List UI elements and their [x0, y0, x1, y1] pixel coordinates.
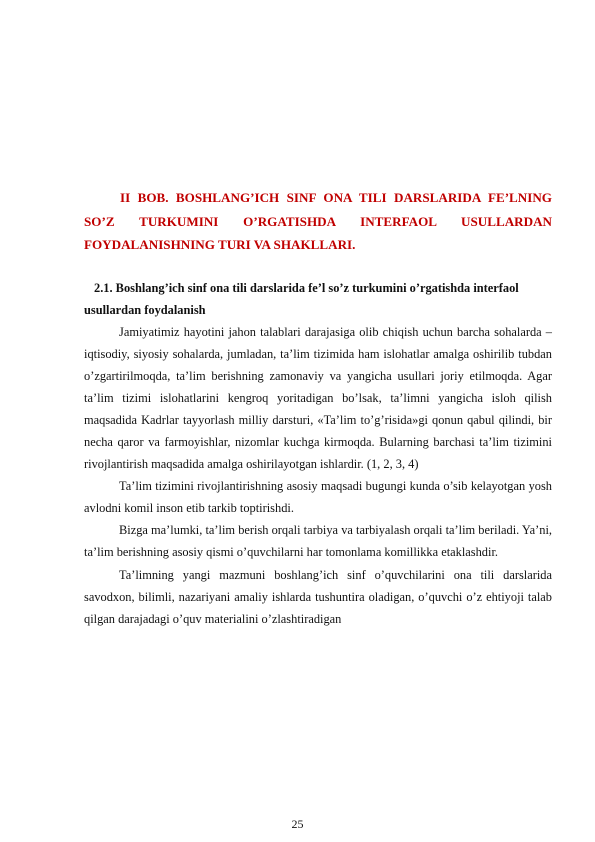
body-paragraph: Bizga ma’lumki, ta’lim berish orqali tarbiya va tarbiyalash orqali ta’lim beriladi. Ya’ni, ta’lim berishning asosiy qismi o’quvchilarni har tomonlama komillikka etaklashdir.: [84, 523, 552, 560]
chapter-title: II BOB. BOSHLANG’ICH SINF ONA TILI DARSLARIDA FE’LNING SO’Z TURKUMINI O’RGATISHDA INTERFAOL USULLARDAN FOYDALANISHNING TURI VA SHAKLLARI.: [84, 190, 552, 252]
page-number: 25: [291, 817, 304, 831]
section-title: 2.1. Boshlang’ich sinf ona tili darslarida fe’l so’z turkumini o’rgatishda interfaol usullardan foydalanish: [84, 280, 519, 317]
page-content: [84, 186, 552, 630]
body-paragraph: Ta’limning yangi mazmuni boshlang’ich sinf o’quvchilarini ona tili darslarida savodxon, bilimli, nazariyani amaliy ishlarda tushuntira oladigan, o’quvchi o’z ehtiyoji talab qilgan darajadagi o’quv materialini o’zlashtiradigan: [84, 567, 552, 626]
body-paragraph: Ta’lim tizimini rivojlantirishning asosiy maqsadi bugungi kunda o’sib kelayotgan yosh avlodni komil inson etib tarkib toptirishdi.: [84, 479, 552, 516]
body-paragraph: Jamiyatimiz hayotini jahon talablari darajasiga olib chiqish uchun barcha sohalarda – iqtisodiy, siyosiy sohalarda, jumladan, ta’lim tizimida ham islohatlar amalga oshirilib tubdan o’zgartirilmoqda, ta’lim berishning zamonaviy va yangicha usullari joriy etilmoqda. Agar ta’lim tizimi islohatlarini kengroq yoritadigan bo’lsak, ta’limni yangicha isloh qilish maqsadida Kadrlar tayyorlash milliy darsturi, «Ta’lim to’g’risida»gi qonun qabul qilindi, bir necha qaror va farmoyishlar, nizomlar kuchga kirmoqda. Bularning barchasi ta’lim tizimini rivojlantirish maqsadida amalga oshirilayotgan ishlardir. (1, 2, 3, 4): [84, 324, 552, 472]
